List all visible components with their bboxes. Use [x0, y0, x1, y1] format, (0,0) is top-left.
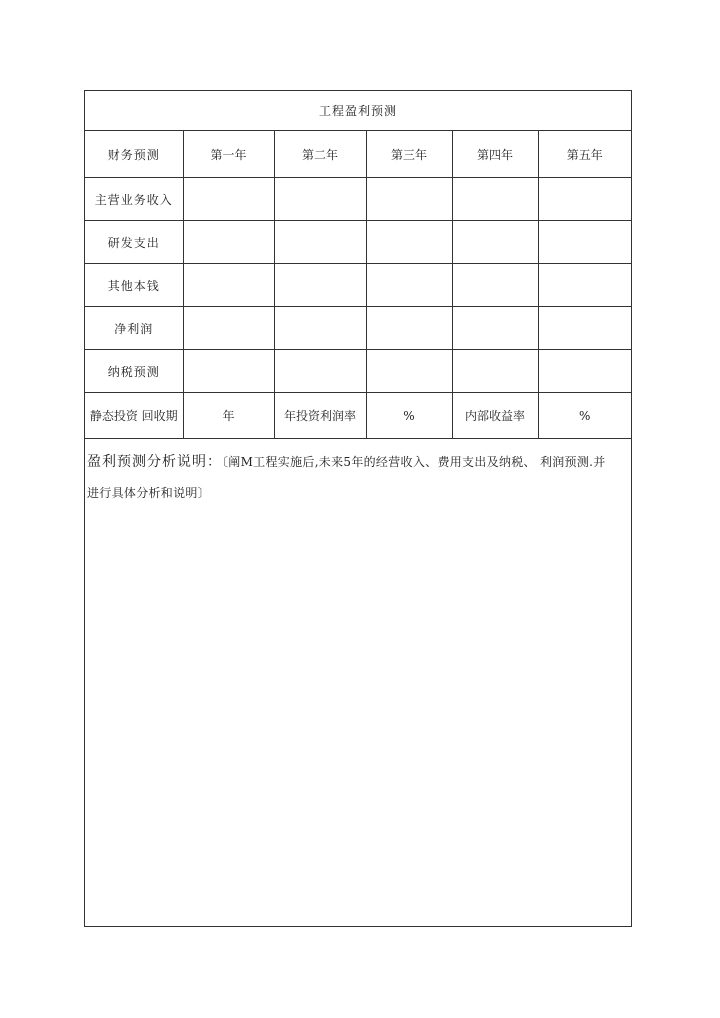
- notes-line-1: [87, 447, 629, 478]
- table-cell: [538, 307, 631, 350]
- year-2-header: 第二年: [274, 131, 366, 178]
- table-cell: [366, 221, 452, 264]
- header-label: 财务预测: [85, 131, 183, 178]
- table-cell: [366, 264, 452, 307]
- irr-label: 内部收益率: [452, 393, 538, 439]
- payback-period-unit: 年: [183, 393, 274, 439]
- table-row: [85, 307, 631, 350]
- payback-period-label: 静态投资 回收期: [85, 393, 183, 439]
- table-cell: [183, 221, 274, 264]
- table-cell: [538, 221, 631, 264]
- payback-row: [85, 393, 631, 439]
- notes-instruction-1: 〔阐M工程实施后,未来5年的经营收入、费用支出及纳税、 利润预测.并: [222, 455, 606, 469]
- table-cell: [452, 221, 538, 264]
- roi-label: 年投资利润率: [274, 393, 366, 439]
- roi-percent-unit: %: [366, 393, 452, 439]
- row-label: 净利润: [85, 307, 183, 350]
- year-4-header: 第四年: [452, 131, 538, 178]
- table-cell: [274, 221, 366, 264]
- table-cell: [538, 178, 631, 221]
- table-cell: [274, 307, 366, 350]
- table-row: [85, 350, 631, 393]
- table-cell: [183, 264, 274, 307]
- table-cell: [538, 264, 631, 307]
- row-label: 研发支出: [85, 221, 183, 264]
- header-row: [85, 131, 631, 178]
- row-label: 主营业务收入: [85, 178, 183, 221]
- table-cell: [452, 178, 538, 221]
- table-cell: [274, 350, 366, 393]
- table-cell: [452, 307, 538, 350]
- irr-percent-unit: %: [538, 393, 631, 439]
- year-1-header: 第一年: [183, 131, 274, 178]
- notes-heading: 盈利预测分析说明：: [87, 454, 222, 470]
- table-title: 工程盈利预测: [85, 91, 631, 131]
- year-5-header: 第五年: [538, 131, 631, 178]
- table-cell: [274, 178, 366, 221]
- forecast-table: [85, 91, 631, 439]
- table-cell: [538, 350, 631, 393]
- table-title-row: [85, 91, 631, 131]
- table-row: [85, 178, 631, 221]
- table-row: [85, 264, 631, 307]
- table-cell: [366, 307, 452, 350]
- table-cell: [274, 264, 366, 307]
- row-label: 其他本钱: [85, 264, 183, 307]
- table-row: [85, 221, 631, 264]
- table-cell: [183, 178, 274, 221]
- table-cell: [183, 350, 274, 393]
- table-cell: [452, 264, 538, 307]
- analysis-notes: [85, 439, 631, 509]
- table-cell: [452, 350, 538, 393]
- year-3-header: 第三年: [366, 131, 452, 178]
- profit-forecast-form: [84, 90, 632, 927]
- table-cell: [366, 178, 452, 221]
- table-cell: [366, 350, 452, 393]
- row-label: 纳税预测: [85, 350, 183, 393]
- table-cell: [183, 307, 274, 350]
- notes-instruction-2: 进行具体分析和说明〕: [87, 486, 211, 500]
